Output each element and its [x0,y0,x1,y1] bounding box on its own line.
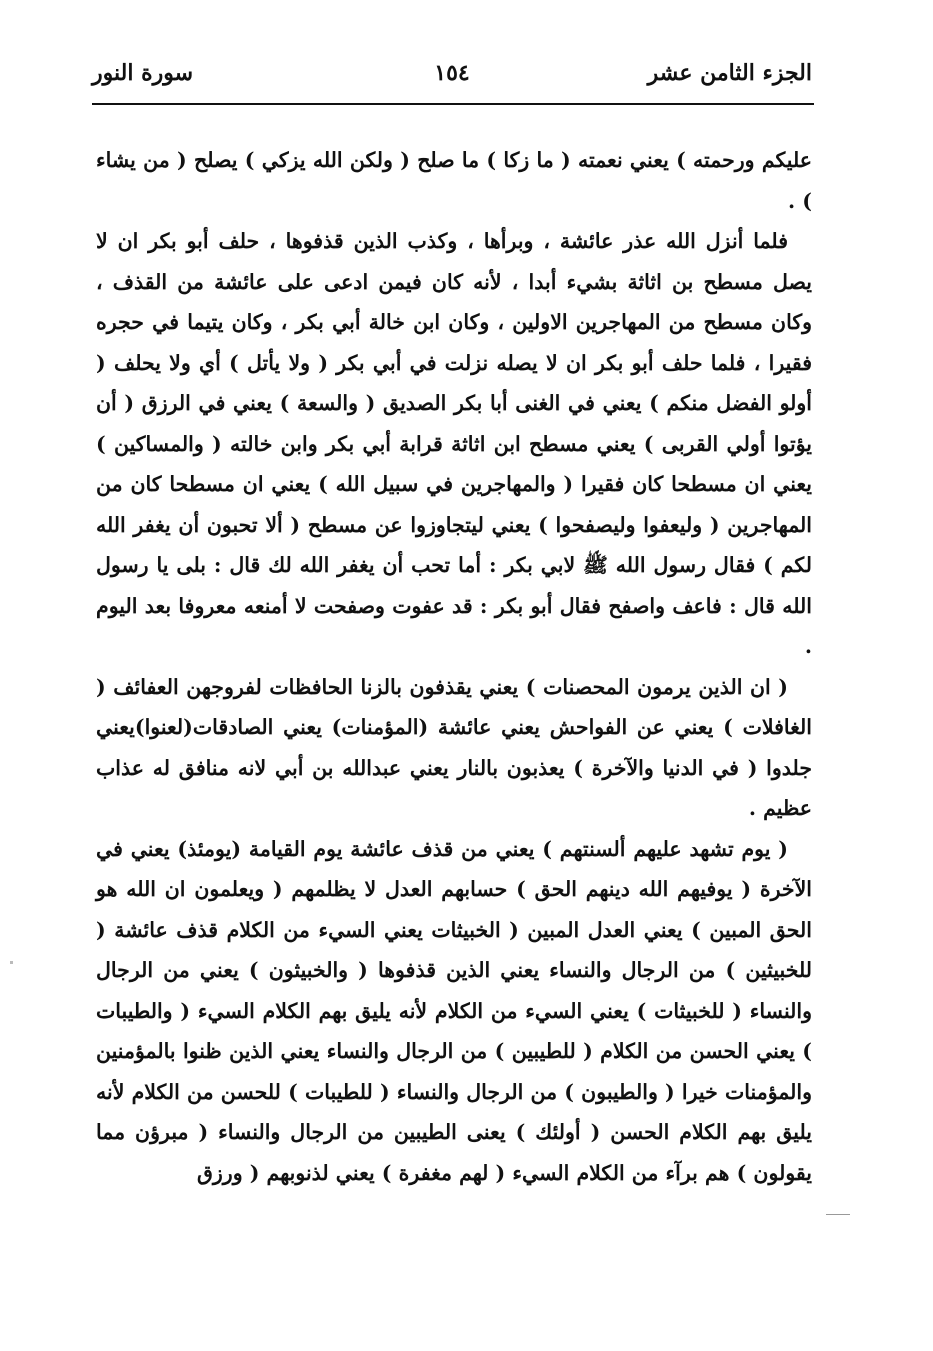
paragraph-3: ( ان الذين يرمون المحصنات ) يعني يقذفون بالزنا الحافظات لفروجهن العفائف ( الغافلات ) يعني عن الفواحش يعني عائشة (المؤمنات) يعني الصادقات(لعنوا)يعني جلدوا ( في الدنيا والآخرة ) يعذبون بالنار يعني عبدالله بن أبي لانه منافق له عذاب عظيم . [96,674,812,820]
page-header [92,56,812,96]
paragraph-4: ( يوم تشهد عليهم ألسنتهم ) يعني من قذف عائشة يوم القيامة (يومئذ) يعني في الآخرة ( يوفيهم الله دينهم الحق ) حسابهم العدل لا يظلمهم ( ويعلمون ان الله هو الحق المبين ) يعني العدل المبين ( الخبيثات يعني السيء من الكلام قذف عائشة ( للخبيثين ) من الرجال والنساء يعني الذين قذفوها ( والخبيثون ) يعني من الرجال والنساء ( للخبيثات ) يعني السيء من الكلام لأنه يليق بهم الكلام السيء ( والطيبات ) يعني الحسن من الكلام ( للطيبين ) من الرجال والنساء يعني الذين ظنوا بالمؤمنين والمؤمنات خيرا ( والطيبون ) من الرجال والنساء ( للطيبات ) للحسن من الكلام لأنه يليق بهم الكلام الحسن ( أولئك ) يعنى الطيبين من الرجال والنساء ( مبرؤن مما يقولون ) هم برآء من الكلام السيء ( لهم مغفرة ) يعني لذنوبهم ( ورزق [96,836,812,1185]
paragraph-1: عليكم ورحمته ) يعني نعمته ( ما زكا ) ما صلح ( ولكن الله يزكي ) يصلح ( من يشاء ) . [96,148,812,213]
margin-mark [826,1214,850,1215]
header-rule [92,103,814,105]
juz-title: الجزء الثامن عشر [647,60,812,86]
scan-speck [10,961,13,964]
page-number: ١٥٤ [434,60,470,86]
page-body [96,140,812,1193]
surah-title: سورة النور [92,60,194,86]
paragraph-2: فلما أنزل الله عذر عائشة ، وبرأها ، وكذب الذين قذفوها ، حلف أبو بكر ان لا يصل مسطح بن اثاثة بشيء أبدا ، لأنه كان فيمن ادعى على عائشة من القذف ، وكان مسطح من المهاجرين الاولين ، وكان ابن خالة أبي بكر ، وكان يتيما في حجره فقيرا ، فلما حلف أبو بكر ان لا يصله نزلت في أبي بكر ( ولا يأتل ) أي ولا يحلف ( أولو الفضل منكم ) يعني في الغنى أبا بكر الصديق ( والسعة ) يعني في الرزق ( أن يؤتوا أولي القربى ) يعني مسطح ابن اثاثة قرابة أبي بكر وابن خالته ( والمساكين ) يعني ان مسطحا كان فقيرا ( والمهاجرين في سبيل الله ) يعني ان مسطحا كان من المهاجرين ( وليعفوا وليصفحوا ) يعني ليتجاوزوا عن مسطح ( ألا تحبون أن يغفر الله لكم ) فقال رسول الله ﷺ لابي بكر : أما تحب أن يغفر الله لك قال : بلى يا رسول الله قال : فاعف واصفح فقال أبو بكر : قد عفوت وصفحت لا أمنعه معروفا بعد اليوم . [96,229,812,658]
